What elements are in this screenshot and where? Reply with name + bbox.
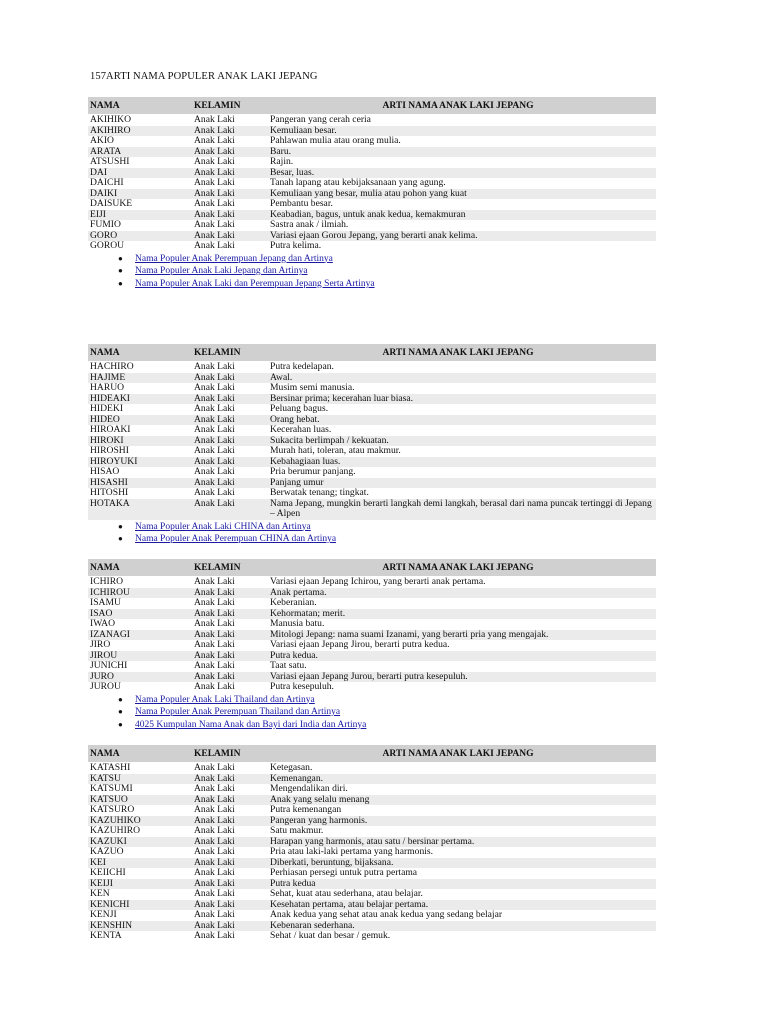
cell-meaning: Kemuliaan besar.: [270, 124, 337, 136]
cell-meaning: Murah hati, toleran, atau makmur.: [270, 445, 401, 456]
cell-name: HARUO: [90, 382, 125, 393]
cell-gender: Anak Laki: [194, 649, 235, 661]
related-link[interactable]: Nama Populer Anak Laki CHINA dan Artinya: [135, 521, 311, 532]
table-row: [88, 210, 656, 221]
related-link[interactable]: Nama Populer Anak Perempuan CHINA dan Artinya: [135, 534, 337, 545]
cell-name: ICHIROU: [90, 586, 130, 598]
table-row: [88, 816, 656, 827]
related-link-item: [88, 253, 656, 266]
cell-meaning: Manusia batu.: [270, 618, 325, 629]
table-row: [88, 763, 656, 774]
cell-meaning: Pangeran yang cerah ceria: [270, 114, 371, 125]
table-row: [88, 774, 656, 785]
cell-gender: Anak Laki: [194, 487, 235, 498]
cell-meaning: Orang hebat.: [270, 413, 320, 425]
cell-gender: Anak Laki: [194, 177, 235, 188]
cell-name: DAIKI: [90, 187, 118, 199]
cell-gender: Anak Laki: [194, 371, 235, 383]
cell-meaning: Nama Jepang, mungkin berarti langkah demi langkah, berasal dari nama puncak tertinggi di Jepang – Alpen: [270, 497, 652, 519]
cell-name: DAI: [90, 166, 108, 178]
table-row: [88, 446, 656, 457]
document-title: 157ARTI NAMA POPULER ANAK LAKI JEPANG: [90, 71, 318, 82]
cell-gender: Anak Laki: [194, 187, 235, 199]
header-name: NAMA: [90, 347, 120, 358]
cell-meaning: Besar, luas.: [270, 166, 315, 178]
table-row: [88, 231, 656, 242]
cell-gender: Anak Laki: [194, 762, 235, 773]
table-row: [88, 394, 656, 405]
cell-name: HITOSHI: [90, 487, 129, 498]
name-table-section: [88, 344, 656, 546]
cell-gender: Anak Laki: [194, 877, 235, 889]
cell-meaning: Putra kedua.: [270, 649, 318, 661]
cell-meaning: Variasi ejaan Jepang Jirou, berarti putra kedua.: [270, 639, 450, 650]
cell-meaning: Baru.: [270, 145, 292, 157]
related-link[interactable]: Nama Populer Anak Laki Thailand dan Artinya: [135, 694, 315, 705]
cell-meaning: Putra kemenangan: [270, 804, 342, 815]
cell-name: ICHIRO: [90, 576, 124, 587]
related-links-list: [88, 694, 656, 732]
cell-name: KENICHI: [90, 898, 130, 910]
cell-gender: Anak Laki: [194, 919, 235, 931]
table-row: [88, 784, 656, 795]
cell-meaning: Variasi ejaan Jepang Ichirou, yang berarti anak pertama.: [270, 576, 486, 587]
table-row: [88, 189, 656, 200]
cell-name: IWAO: [90, 618, 116, 629]
bullet-icon: ●: [118, 278, 123, 288]
cell-meaning: Sehat / kuat dan besar / gemuk.: [270, 930, 391, 941]
cell-gender: Anak Laki: [194, 445, 235, 456]
cell-name: KATSUO: [90, 793, 128, 805]
cell-name: KAZUKI: [90, 835, 127, 847]
cell-meaning: Pahlawan mulia atau orang mulia.: [270, 135, 401, 146]
cell-meaning: Kebahagiaan luas.: [270, 455, 341, 467]
table-row: [88, 588, 656, 599]
cell-meaning: Kehormatan; merit.: [270, 607, 346, 619]
cell-meaning: Sukacita berlimpah / kekuatan.: [270, 434, 389, 446]
cell-gender: Anak Laki: [194, 403, 235, 414]
cell-gender: Anak Laki: [194, 124, 235, 136]
table-row: [88, 619, 656, 630]
cell-gender: Anak Laki: [194, 681, 235, 692]
cell-gender: Anak Laki: [194, 576, 235, 587]
table-row: [88, 220, 656, 231]
cell-gender: Anak Laki: [194, 156, 235, 167]
bullet-icon: ●: [118, 534, 123, 544]
table-row: [88, 383, 656, 394]
cell-meaning: Putra kedelapan.: [270, 361, 334, 372]
cell-gender: Anak Laki: [194, 413, 235, 425]
cell-gender: Anak Laki: [194, 618, 235, 629]
table-header: [88, 745, 656, 762]
cell-meaning: Variasi ejaan Jepang Jurou, berarti putra kesepuluh.: [270, 670, 468, 682]
table-header: [88, 344, 656, 361]
cell-name: HIROAKI: [90, 424, 131, 435]
cell-gender: Anak Laki: [194, 628, 235, 640]
cell-gender: Anak Laki: [194, 476, 235, 488]
cell-meaning: Putra kelima.: [270, 240, 322, 251]
table-row: [88, 931, 656, 942]
cell-name: KATSUMI: [90, 783, 133, 794]
bullet-icon: ●: [118, 719, 123, 729]
cell-meaning: Diberkati, beruntung, bijaksana.: [270, 856, 394, 868]
table-row: [88, 488, 656, 499]
cell-name: HISASHI: [90, 476, 128, 488]
cell-meaning: Pria berumur panjang.: [270, 466, 356, 477]
table-row: [88, 889, 656, 900]
table-row: [88, 910, 656, 921]
cell-name: HOTAKA: [90, 497, 130, 509]
cell-meaning: Panjang umur: [270, 476, 324, 488]
cell-name: ISAO: [90, 607, 113, 619]
related-link-item: [88, 719, 656, 732]
cell-gender: Anak Laki: [194, 208, 235, 220]
cell-meaning: Berwatak tenang; tingkat.: [270, 487, 369, 498]
cell-meaning: Mitologi Jepang: nama suami Izanami, yang berarti pria yang mengajak.: [270, 628, 549, 640]
table-row: [88, 805, 656, 816]
cell-gender: Anak Laki: [194, 586, 235, 598]
cell-gender: Anak Laki: [194, 772, 235, 784]
name-table-section: [88, 559, 656, 731]
cell-meaning: Taat satu.: [270, 660, 307, 671]
table-row: [88, 682, 656, 693]
header-gender: KELAMIN: [194, 562, 241, 573]
header-name: NAMA: [90, 748, 120, 759]
cell-gender: Anak Laki: [194, 361, 235, 372]
cell-gender: Anak Laki: [194, 930, 235, 941]
cell-name: KEIICHI: [90, 867, 126, 878]
bullet-icon: ●: [118, 266, 123, 276]
cell-gender: Anak Laki: [194, 639, 235, 650]
related-link[interactable]: 4025 Kumpulan Nama Anak dan Bayi dari India dan Artinya: [135, 719, 367, 730]
cell-meaning: Rajin.: [270, 156, 294, 167]
cell-name: JURO: [90, 670, 114, 682]
cell-meaning: Ketegasan.: [270, 762, 313, 773]
related-link-item: [88, 694, 656, 707]
cell-name: GOROU: [90, 240, 125, 251]
cell-meaning: Variasi ejaan Gorou Jepang, yang berarti anak kelima.: [270, 229, 478, 241]
cell-name: JIRO: [90, 639, 111, 650]
header-gender: KELAMIN: [194, 100, 241, 111]
cell-gender: Anak Laki: [194, 888, 235, 899]
header-meaning: ARTI NAMA ANAK LAKI JEPANG: [382, 562, 534, 573]
header-name: NAMA: [90, 100, 120, 111]
related-link-item: [88, 265, 656, 278]
table-row: [88, 868, 656, 879]
cell-name: HISAO: [90, 466, 120, 477]
cell-meaning: Peluang bagus.: [270, 403, 329, 414]
table-row: [88, 362, 656, 373]
cell-gender: Anak Laki: [194, 135, 235, 146]
cell-gender: Anak Laki: [194, 835, 235, 847]
cell-gender: Anak Laki: [194, 814, 235, 826]
cell-meaning: Kemuliaan yang besar, mulia atau pohon yang kuat: [270, 187, 467, 199]
name-table-section: [88, 97, 656, 290]
cell-name: KENSHIN: [90, 919, 133, 931]
cell-name: JUROU: [90, 681, 121, 692]
table-row: [88, 467, 656, 478]
bullet-icon: ●: [118, 707, 123, 717]
cell-meaning: Bersinar prima; kecerahan luar biasa.: [270, 392, 414, 404]
cell-gender: Anak Laki: [194, 804, 235, 815]
cell-gender: Anak Laki: [194, 229, 235, 241]
cell-name: KEIJI: [90, 877, 113, 889]
cell-name: KAZUHIRO: [90, 825, 141, 836]
cell-meaning: Anak pertama.: [270, 586, 327, 598]
table-row: [88, 499, 656, 520]
cell-name: GORO: [90, 229, 118, 241]
cell-gender: Anak Laki: [194, 846, 235, 857]
cell-gender: Anak Laki: [194, 382, 235, 393]
cell-gender: Anak Laki: [194, 898, 235, 910]
table-row: [88, 609, 656, 620]
table-header: [88, 559, 656, 576]
cell-gender: Anak Laki: [194, 607, 235, 619]
table-row: [88, 826, 656, 837]
name-table-section: [88, 745, 656, 942]
cell-name: HAJIME: [90, 371, 126, 383]
related-link[interactable]: Nama Populer Anak Laki dan Perempuan Jepang Serta Artinya: [135, 278, 375, 289]
cell-meaning: Tanah lapang atau kebijaksanaan yang agung.: [270, 177, 446, 188]
cell-name: EIJI: [90, 208, 106, 220]
table-body: [88, 362, 656, 520]
cell-meaning: Perhiasan persegi untuk putra pertama: [270, 867, 418, 878]
cell-meaning: Kesehatan pertama, atau belajar pertama.: [270, 898, 429, 910]
header-gender: KELAMIN: [194, 748, 241, 759]
related-link[interactable]: Nama Populer Anak Perempuan Jepang dan Artinya: [135, 253, 333, 264]
cell-name: HIDEAKI: [90, 392, 130, 404]
table-row: [88, 795, 656, 806]
cell-gender: Anak Laki: [194, 424, 235, 435]
cell-gender: Anak Laki: [194, 198, 235, 209]
header-meaning: ARTI NAMA ANAK LAKI JEPANG: [382, 100, 534, 111]
bullet-icon: ●: [118, 694, 123, 704]
cell-meaning: Pangeran yang harmonis.: [270, 814, 368, 826]
cell-name: JIROU: [90, 649, 118, 661]
cell-meaning: Pembantu besar.: [270, 198, 333, 209]
cell-name: HIDEO: [90, 413, 120, 425]
cell-name: KEI: [90, 856, 106, 868]
cell-meaning: Putra kesepuluh.: [270, 681, 334, 692]
cell-name: AKIHIRO: [90, 124, 131, 136]
cell-name: DAISUKE: [90, 198, 133, 209]
cell-meaning: Kebenaran sederhana.: [270, 919, 355, 931]
cell-gender: Anak Laki: [194, 497, 235, 509]
table-row: [88, 672, 656, 683]
cell-gender: Anak Laki: [194, 793, 235, 805]
cell-gender: Anak Laki: [194, 660, 235, 671]
cell-name: HIROKI: [90, 434, 124, 446]
table-body: [88, 763, 656, 942]
table-row: [88, 478, 656, 489]
related-link-item: [88, 521, 656, 534]
cell-name: IZANAGI: [90, 628, 130, 640]
table-row: [88, 598, 656, 609]
cell-name: KAZUO: [90, 846, 124, 857]
cell-gender: Anak Laki: [194, 240, 235, 251]
cell-gender: Anak Laki: [194, 783, 235, 794]
table-row: [88, 404, 656, 415]
cell-meaning: Pria atau laki-laki pertama yang harmonis.: [270, 846, 434, 857]
table-row: [88, 373, 656, 384]
related-links-list: [88, 253, 656, 291]
header-meaning: ARTI NAMA ANAK LAKI JEPANG: [382, 748, 534, 759]
cell-gender: Anak Laki: [194, 392, 235, 404]
cell-name: FUMIO: [90, 219, 121, 230]
cell-name: ARATA: [90, 145, 122, 157]
table-row: [88, 457, 656, 468]
cell-meaning: Awal.: [270, 371, 293, 383]
cell-gender: Anak Laki: [194, 867, 235, 878]
cell-meaning: Sehat, kuat atau sederhana, atau belajar.: [270, 888, 423, 899]
table-row: [88, 640, 656, 651]
cell-name: HIDEKI: [90, 403, 124, 414]
cell-meaning: Anak kedua yang sehat atau anak kedua yang sedang belajar: [270, 909, 503, 920]
header-meaning: ARTI NAMA ANAK LAKI JEPANG: [382, 347, 534, 358]
cell-name: KATSURO: [90, 804, 135, 815]
cell-meaning: Satu makmur.: [270, 825, 324, 836]
cell-gender: Anak Laki: [194, 434, 235, 446]
cell-gender: Anak Laki: [194, 597, 235, 608]
cell-gender: Anak Laki: [194, 856, 235, 868]
cell-gender: Anak Laki: [194, 114, 235, 125]
cell-gender: Anak Laki: [194, 455, 235, 467]
related-link-item: [88, 706, 656, 719]
table-row: [88, 651, 656, 662]
cell-meaning: Sastra anak / ilmiah.: [270, 219, 349, 230]
related-links-list: [88, 521, 656, 546]
cell-meaning: Kemenangan.: [270, 772, 324, 784]
cell-meaning: Anak yang selalu menang: [270, 793, 370, 805]
cell-name: AKIHIKO: [90, 114, 132, 125]
cell-meaning: Musim semi manusia.: [270, 382, 355, 393]
table-row: [88, 241, 656, 252]
cell-name: KENTA: [90, 930, 122, 941]
table-row: [88, 157, 656, 168]
cell-meaning: Mengendalikan diri.: [270, 783, 348, 794]
related-link[interactable]: Nama Populer Anak Perempuan Thailand dan Artinya: [135, 707, 341, 718]
table-row: [88, 136, 656, 147]
header-name: NAMA: [90, 562, 120, 573]
cell-name: KENJI: [90, 909, 117, 920]
bullet-icon: ●: [118, 253, 123, 263]
table-body: [88, 115, 656, 252]
cell-gender: Anak Laki: [194, 670, 235, 682]
related-link[interactable]: Nama Populer Anak Laki Jepang dan Artinya: [135, 266, 308, 277]
header-gender: KELAMIN: [194, 347, 241, 358]
table-row: [88, 415, 656, 426]
cell-name: HIROYUKI: [90, 455, 138, 467]
table-row: [88, 178, 656, 189]
cell-meaning: Harapan yang harmonis, atau satu / bersinar pertama.: [270, 835, 475, 847]
cell-gender: Anak Laki: [194, 166, 235, 178]
related-link-item: [88, 278, 656, 291]
table-row: [88, 147, 656, 158]
cell-meaning: Kecerahan luas.: [270, 424, 332, 435]
cell-gender: Anak Laki: [194, 145, 235, 157]
cell-name: AKIO: [90, 135, 114, 146]
cell-name: KATSU: [90, 772, 121, 784]
table-row: [88, 425, 656, 436]
table-body: [88, 577, 656, 693]
cell-meaning: Putra kedua: [270, 877, 316, 889]
cell-name: ISAMU: [90, 597, 121, 608]
table-row: [88, 661, 656, 672]
cell-meaning: Keabadian, bagus, untuk anak kedua, kemakmuran: [270, 208, 466, 220]
cell-name: HACHIRO: [90, 361, 134, 372]
cell-gender: Anak Laki: [194, 825, 235, 836]
cell-name: KAZUHIKO: [90, 814, 141, 826]
cell-gender: Anak Laki: [194, 466, 235, 477]
table-row: [88, 847, 656, 858]
cell-name: ATSUSHI: [90, 156, 130, 167]
table-header: [88, 97, 656, 114]
related-link-item: [88, 533, 656, 546]
bullet-icon: ●: [118, 521, 123, 531]
cell-meaning: Keberanian.: [270, 597, 317, 608]
cell-name: HIROSHI: [90, 445, 129, 456]
cell-name: DAICHI: [90, 177, 124, 188]
table-row: [88, 577, 656, 588]
cell-gender: Anak Laki: [194, 219, 235, 230]
table-row: [88, 115, 656, 126]
cell-name: KEN: [90, 888, 110, 899]
cell-name: JUNICHI: [90, 660, 128, 671]
table-row: [88, 199, 656, 210]
cell-gender: Anak Laki: [194, 909, 235, 920]
cell-name: KATASHI: [90, 762, 131, 773]
